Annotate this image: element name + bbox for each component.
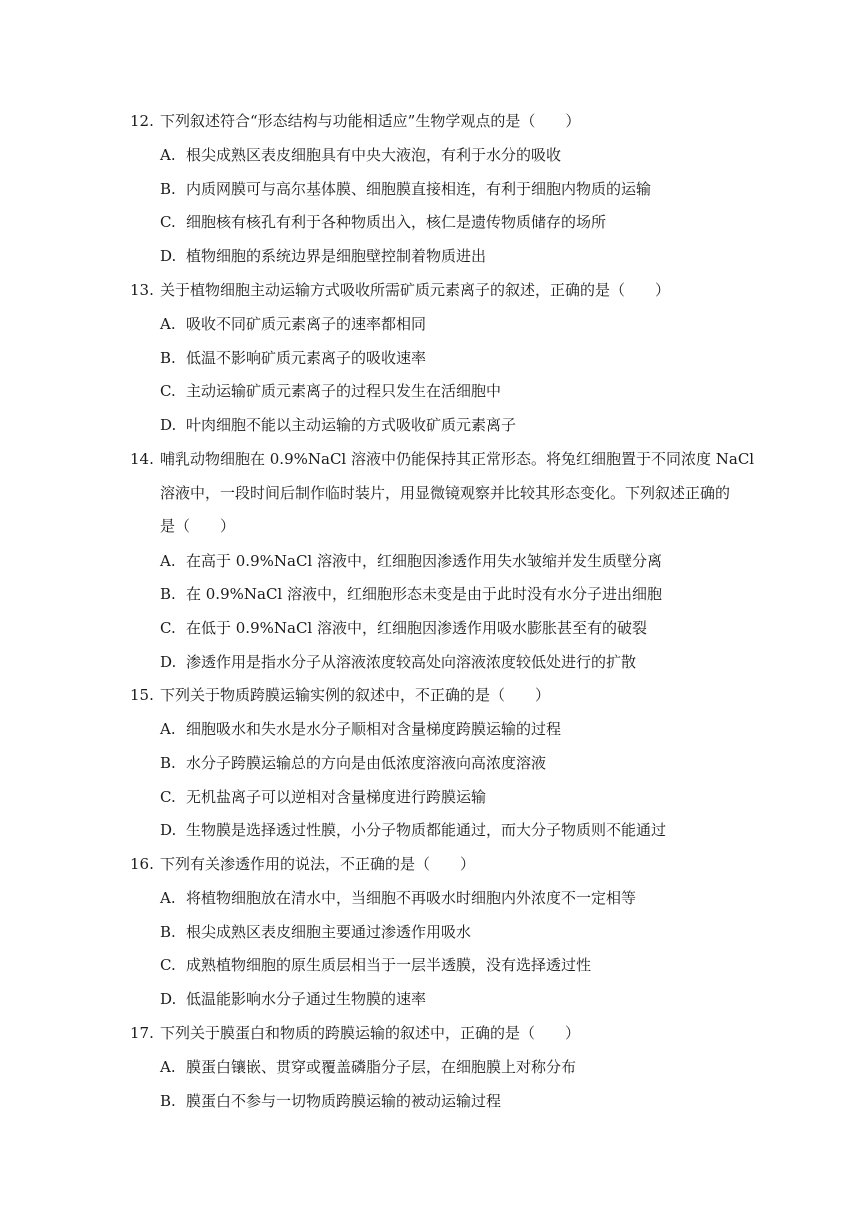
option-text: 主动运输矿质元素离子的过程只发生在活细胞中 — [186, 382, 502, 400]
option-text: 细胞核有核孔有利于各种物质出入，核仁是遗传物质储存的场所 — [186, 213, 607, 231]
question-number: 17. — [130, 1024, 154, 1042]
option-letter: D. — [160, 990, 177, 1008]
question-number: 15. — [130, 686, 154, 704]
option-text: 根尖成熟区表皮细胞具有中央大液泡，有利于水分的吸收 — [186, 146, 562, 164]
option-letter: A. — [160, 552, 176, 570]
question-stem: 是（ ） — [160, 517, 236, 535]
question-stem: 下列关于物质跨膜运输实例的叙述中，不正确的是（ ） — [160, 686, 551, 704]
question-number: 14. — [130, 450, 154, 468]
option-text: 细胞吸水和失水是水分子顺相对含量梯度跨膜运输的过程 — [186, 720, 562, 738]
option-letter: C. — [160, 382, 176, 400]
option-text: 低温不影响矿质元素离子的吸收速率 — [186, 349, 427, 367]
option-letter: A. — [160, 720, 176, 738]
option-text: 内质网膜可与高尔基体膜、细胞膜直接相连，有利于细胞内物质的运输 — [186, 180, 652, 198]
option-text: 生物膜是选择透过性膜，小分子物质都能通过，而大分子物质则不能通过 — [186, 821, 667, 839]
option-text: 在低于 0.9%NaCl 溶液中，红细胞因渗透作用吸水膨胀甚至有的破裂 — [186, 619, 647, 637]
option-letter: B. — [160, 585, 176, 603]
option-text: 吸收不同矿质元素离子的速率都相同 — [186, 315, 427, 333]
option-letter: C. — [160, 788, 176, 806]
question-stem: 下列有关渗透作用的说法，不正确的是（ ） — [160, 855, 476, 873]
option-letter: A. — [160, 315, 176, 333]
option-text: 成熟植物细胞的原生质层相当于一层半透膜，没有选择透过性 — [186, 956, 592, 974]
option-text: 在 0.9%NaCl 溶液中，红细胞形态未变是由于此时没有水分子进出细胞 — [186, 585, 662, 603]
option-text: 膜蛋白镶嵌、贯穿或覆盖磷脂分子层，在细胞膜上对称分布 — [186, 1058, 577, 1076]
question-stem: 下列关于膜蛋白和物质的跨膜运输的叙述中，正确的是（ ） — [160, 1024, 581, 1042]
option-letter: D. — [160, 416, 177, 434]
option-letter: C. — [160, 956, 176, 974]
option-text: 膜蛋白不参与一切物质跨膜运输的被动运输过程 — [186, 1092, 502, 1110]
option-letter: C. — [160, 213, 176, 231]
option-text: 植物细胞的系统边界是细胞壁控制着物质进出 — [186, 247, 487, 265]
option-text: 无机盐离子可以逆相对含量梯度进行跨膜运输 — [186, 788, 487, 806]
option-letter: B. — [160, 923, 176, 941]
option-text: 根尖成熟区表皮细胞主要通过渗透作用吸水 — [186, 923, 472, 941]
option-letter: A. — [160, 1058, 176, 1076]
option-text: 将植物细胞放在清水中，当细胞不再吸水时细胞内外浓度不一定相等 — [186, 889, 637, 907]
option-text: 低温能影响水分子通过生物膜的速率 — [186, 990, 427, 1008]
option-letter: A. — [160, 146, 176, 164]
option-text: 渗透作用是指水分子从溶液浓度较高处向溶液浓度较低处进行的扩散 — [186, 653, 637, 671]
question-stem: 哺乳动物细胞在 0.9%NaCl 溶液中仍能保持其正常形态。将兔红细胞置于不同浓度 NaCl — [160, 450, 755, 468]
option-letter: B. — [160, 754, 176, 772]
option-letter: D. — [160, 247, 177, 265]
option-letter: C. — [160, 619, 176, 637]
option-text: 水分子跨膜运输总的方向是由低浓度溶液向高浓度溶液 — [186, 754, 547, 772]
question-number: 16. — [130, 855, 154, 873]
option-letter: D. — [160, 653, 177, 671]
option-letter: A. — [160, 889, 176, 907]
option-text: 在高于 0.9%NaCl 溶液中，红细胞因渗透作用失水皱缩并发生质壁分离 — [186, 552, 662, 570]
option-letter: B. — [160, 349, 176, 367]
question-stem: 关于植物细胞主动运输方式吸收所需矿质元素离子的叙述，正确的是（ ） — [160, 281, 671, 299]
question-number: 13. — [130, 281, 154, 299]
option-letter: D. — [160, 821, 177, 839]
option-letter: B. — [160, 1092, 176, 1110]
question-stem: 溶液中，一段时间后制作临时装片，用显微镜观察并比较其形态变化。下列叙述正确的 — [160, 484, 731, 502]
option-letter: B. — [160, 180, 176, 198]
question-stem: 下列叙述符合“形态结构与功能相适应”生物学观点的是（ ） — [160, 112, 581, 130]
question-number: 12. — [130, 112, 154, 130]
option-text: 叶肉细胞不能以主动运输的方式吸收矿质元素离子 — [186, 416, 517, 434]
